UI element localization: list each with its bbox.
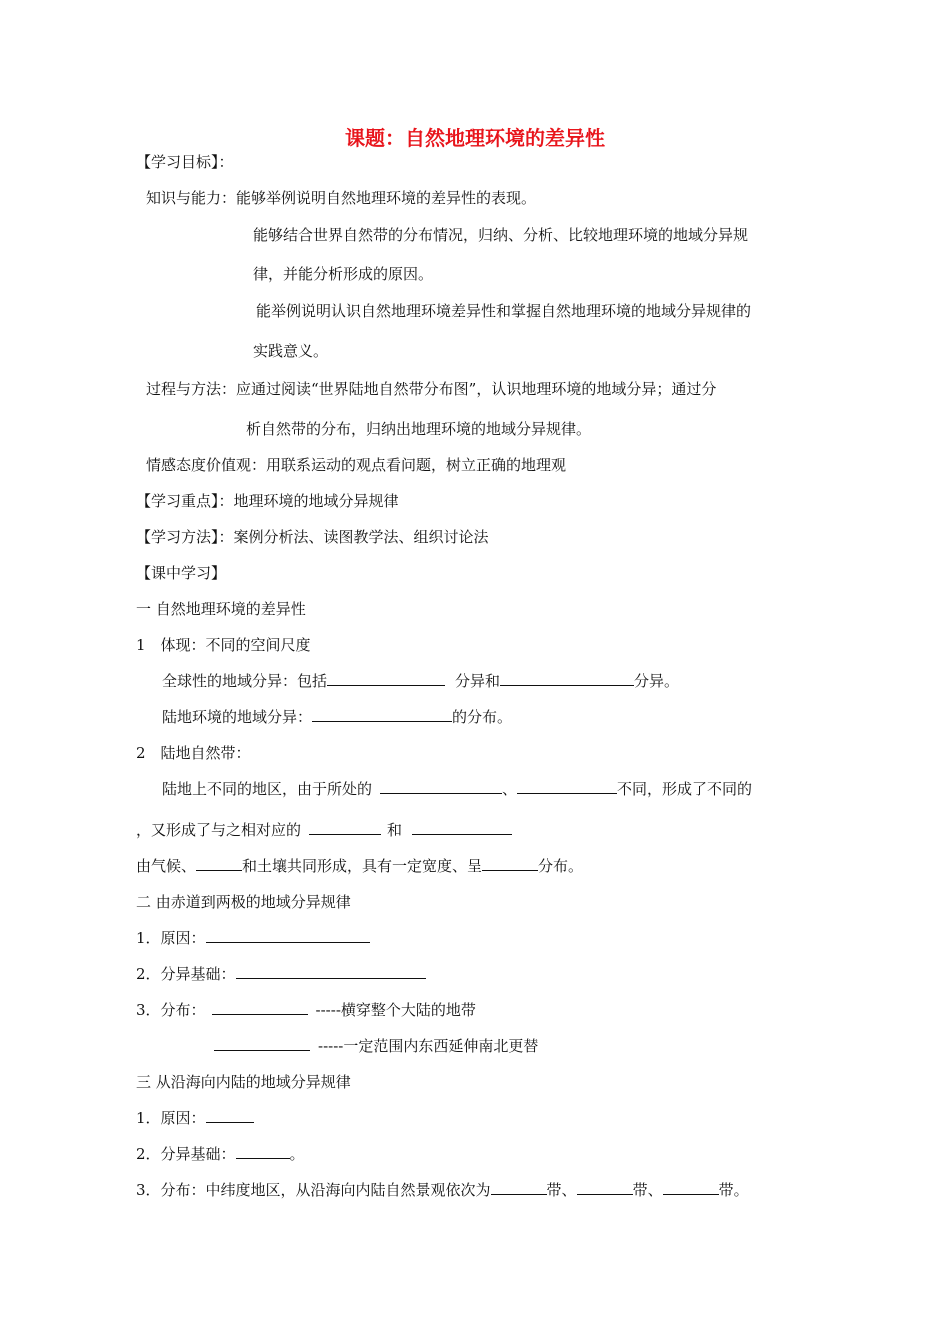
section2-basis-label: 2．分异基础： (136, 965, 236, 983)
blank-field[interactable] (412, 820, 512, 835)
section1-heading: 一 自然地理环境的差异性 (136, 600, 306, 618)
blank-field[interactable] (309, 820, 381, 835)
land-text-b: 的分布。 (452, 708, 513, 726)
natural-zone-line-1 (162, 779, 752, 799)
section3-basis-line (136, 1144, 305, 1164)
process-text-b: 析自然带的分布，归纳出地理环境的地域分异规律。 (246, 420, 592, 438)
section3-dist-text-a: 3．分布：中纬度地区，从沿海向内陆自然景观依次为 (136, 1181, 491, 1199)
section1-item2: 2 陆地自然带： (136, 744, 251, 762)
section2-heading: 二 由赤道到两极的地域分异规律 (136, 893, 351, 911)
section2-dist-line-2 (214, 1036, 538, 1056)
page-title: 课题：自然地理环境的差异性 (345, 126, 605, 150)
zone-text-a: 陆地上不同的地区，由于所处的 (162, 780, 373, 798)
section2-cause-label: 1．原因： (136, 929, 206, 947)
zone-text-b: 、 (502, 780, 518, 798)
focus-line: 【学习重点】：地理环境的地域分异规律 (136, 492, 399, 510)
zone3-text-c: 分布。 (538, 857, 584, 875)
blank-field[interactable] (196, 856, 242, 871)
blank-field[interactable] (206, 1108, 254, 1123)
natural-zone-line-2 (136, 820, 512, 840)
blank-field[interactable] (236, 1144, 290, 1159)
knowledge-text-2a: 能够结合世界自然带的分布情况，归纳、分析、比较地理环境的地域分异规 (253, 226, 749, 244)
zone2-text-b: 和 (387, 821, 403, 839)
knowledge-line (146, 188, 536, 208)
knowledge-text-3b: 实践意义。 (253, 342, 329, 360)
blank-field[interactable] (663, 1180, 719, 1195)
section1-item1: 1 体现：不同的空间尺度 (136, 636, 311, 654)
section2-cause-line (136, 928, 370, 948)
global-text-b: 分异和 (455, 672, 501, 690)
blank-field[interactable] (214, 1036, 310, 1051)
section2-basis-line (136, 964, 426, 984)
section3-basis-label: 2．分异基础： (136, 1145, 236, 1163)
zone2-text-a: ，又形成了与之相对应的 (136, 821, 302, 839)
knowledge-text-3a: 能举例说明认识自然地理环境差异性和掌握自然地理环境的地域分异规律的 (256, 302, 752, 320)
land-text-a: 陆地环境的地域分异： (162, 708, 313, 726)
section2-dist-label: 3．分布： (136, 1001, 206, 1019)
blank-field[interactable] (517, 779, 617, 794)
section3-cause-label: 1．原因： (136, 1109, 206, 1127)
global-differentiation-line (162, 671, 679, 691)
land-differentiation-line (162, 707, 512, 727)
blank-field[interactable] (327, 671, 445, 686)
global-text-a: 全球性的地域分异：包括 (162, 672, 328, 690)
section3-cause-line (136, 1108, 254, 1128)
blank-field[interactable] (380, 779, 502, 794)
knowledge-label: 知识与能力： (146, 189, 237, 207)
blank-field[interactable] (500, 671, 634, 686)
section3-dist-text-c: 带、 (632, 1181, 663, 1199)
section2-dist-line-1 (136, 1000, 476, 1020)
section3-basis-end: 。 (289, 1145, 305, 1163)
blank-field[interactable] (212, 1000, 308, 1015)
section2-dist-1-text: -----横穿整个大陆的地带 (315, 1001, 476, 1019)
blank-field[interactable] (236, 964, 426, 979)
in-class-heading: 【课中学习】 (136, 564, 227, 582)
zone3-text-b: 和土壤共同形成，具有一定宽度、呈 (242, 857, 483, 875)
section2-dist-2-text: -----一定范围内东西延伸南北更替 (318, 1037, 539, 1055)
zone3-text-a: 由气候、 (136, 857, 197, 875)
section3-dist-line (136, 1180, 749, 1200)
blank-field[interactable] (312, 707, 452, 722)
process-text-a: 过程与方法：应通过阅读“世界陆地自然带分布图”，认识地理环境的地域分异；通过分 (146, 380, 717, 398)
zone-text-c: 不同，形成了不同的 (617, 780, 753, 798)
blank-field[interactable] (491, 1180, 547, 1195)
knowledge-text-1: 能够举例说明自然地理环境的差异性的表现。 (236, 189, 537, 207)
section3-dist-text-b: 带、 (546, 1181, 577, 1199)
knowledge-text-2b: 律，并能分析形成的原因。 (253, 265, 434, 283)
emotion-text: 情感态度价值观：用联系运动的观点看问题，树立正确的地理观 (146, 456, 567, 474)
blank-field[interactable] (482, 856, 538, 871)
method-line: 【学习方法】：案例分析法、读图教学法、组织讨论法 (136, 528, 489, 546)
section3-dist-text-d: 带。 (718, 1181, 749, 1199)
section3-heading: 三 从沿海向内陆的地域分异规律 (136, 1073, 351, 1091)
global-text-c: 分异。 (634, 672, 680, 690)
natural-zone-line-3 (136, 856, 583, 876)
objectives-heading: 【学习目标】： (136, 153, 234, 171)
blank-field[interactable] (206, 928, 370, 943)
blank-field[interactable] (577, 1180, 633, 1195)
